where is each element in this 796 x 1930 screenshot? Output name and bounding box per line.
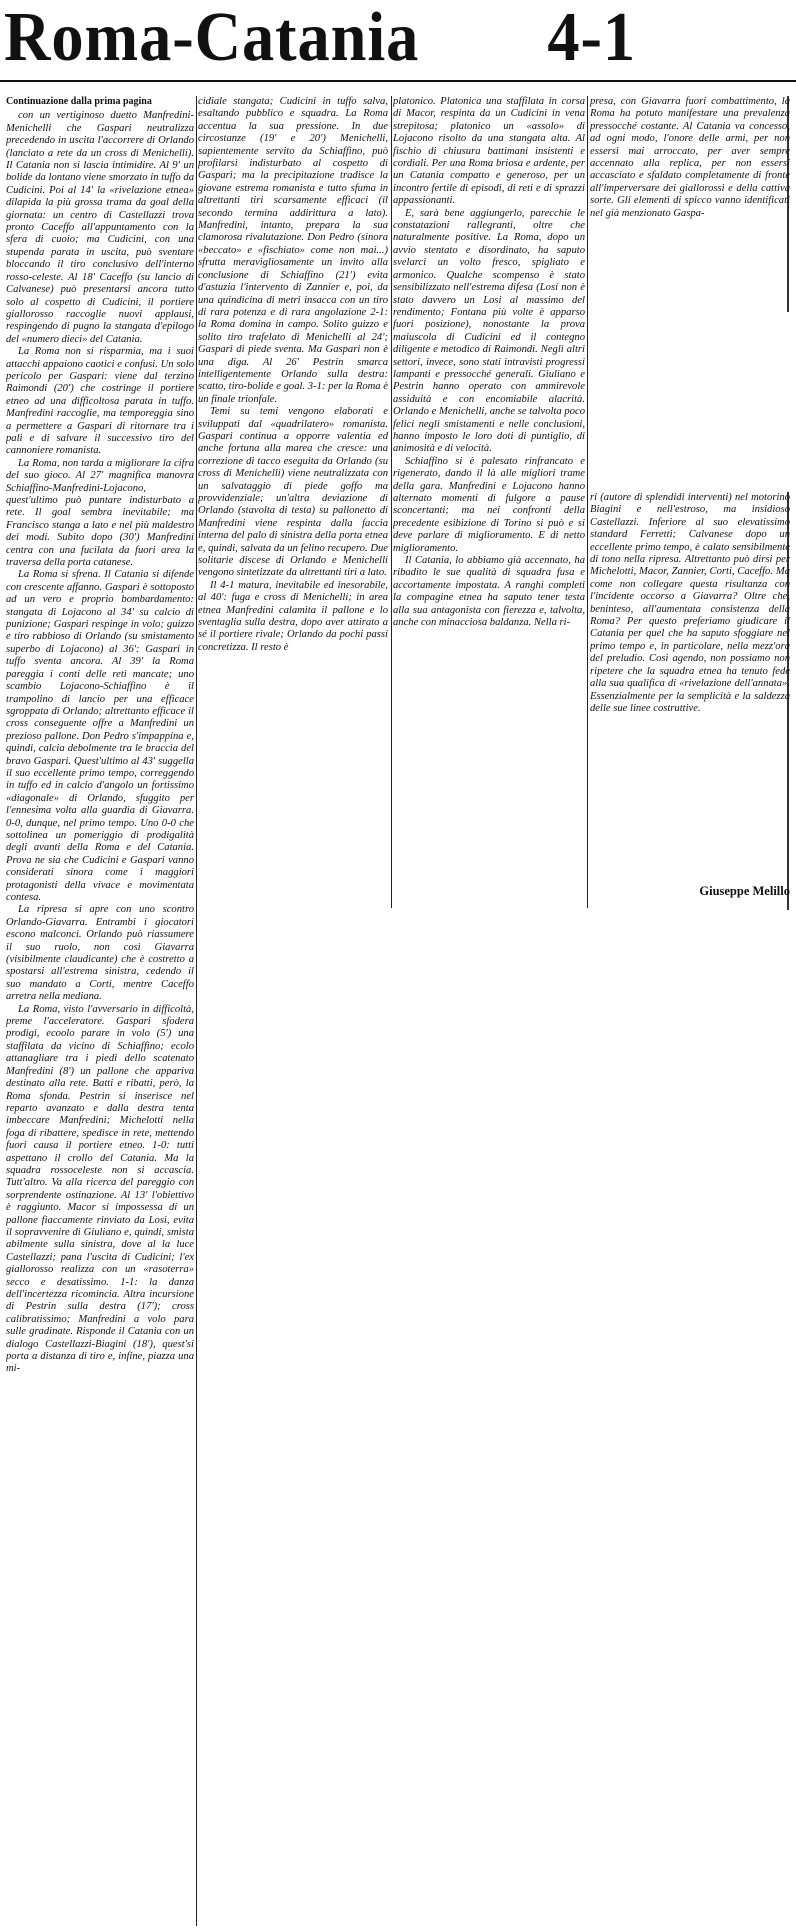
column-divider [391, 96, 392, 908]
paragraph: Schiaffino si è palesato rinfrancato e rigenerato, dando il là alle migliori trame della gara. Manfredini e Lojacono hanno alternato momenti di fulgore a pause sconcertanti; ma nei confronti della precedente esibizione di Torino si può e si deve parlare di miglioramento. E di netto miglioramento. [393, 455, 585, 554]
headline-title: Roma-Catania [4, 0, 420, 76]
column-divider [196, 96, 197, 1926]
paragraph: La ripresa si apre con uno scontro Orlando-Giavarra. Entrambi i giocatori escono malconci. Orlando può riassumere il suo ruolo, non così Giavarra (visibilmente claudicante) che è costretto a spostarsi all'estrema sinistra, cedendo il suo mandato a Corti, mentre Caceffo arretra nella mediana. [6, 904, 194, 1003]
paragraph: presa, con Giavarra fuori combattimento, la Roma ha potuto manifestare una prevalenza pressocché costante. Al Catania va concesso, ad ogni modo, l'onore delle armi, per non essersi mai arroccato, per aver sempre accennato alla replica, per non essersi accasciato e sfaldato completamente di fronte all'imperversare dei giallorossi e della cattiva sorte. Gli elementi di spicco vanno identificati nel già menzionato Gaspa- [590, 96, 790, 219]
column-divider [587, 96, 588, 908]
paragraph: La Roma, non tarda a migliorare la cifra del suo gioco. Al 27' magnifica manovra Schiaffino-Manfredini-Lojacono, quest'ultimo può puntare indisturbato a rete. Il goal sembra inevitabile; ma Francisco stanga a lato e nel più maldestro dei modi. Subito dopo (30') Manfredini centra con una fucilata da fuori area la traversa della porta catanese. [6, 457, 194, 569]
paragraph: Temi su temi vengono elaborati e sviluppati dal «quadrilatero» romanista. Gaspari continua a opporre valentia ed anche fortuna alla marea che cresce: una correzione di tacco eseguita da Orlando (su cross di Menichelli) viene neutralizzata con un salvataggio di piede goffo ma provvidenziale; un'altra deviazione di Orlando (stavolta di testa) su pallonetto di Manfredini viene respinta dalla faccia interna del palo di sinistra della porta etnea e, quindi, salvata da un felino recupero. Due solitarie discese di Orlando e Menichelli vengono sintetizzate da altrettanti tiri a lato. [198, 406, 388, 579]
article-column-2 [198, 96, 388, 906]
paragraph: Il 4-1 matura, inevitabile ed inesorabile, al 40': fuga e cross di Menichelli; in area etnea Manfredini calamita il pallone e lo sventaglia sulla destra, dopo aver attirato a sé il portiere rivale; Orlando da pochi passi concretizza. Il resto è [198, 579, 388, 653]
article-column-5 [590, 492, 790, 882]
paragraph: ri (autore di splendidi interventi) nel motorino Biagini e nell'estroso, ma insidioso Castellazzi. Inferiore al suo elevatissimo standard Ferretti; Calvanese dopo un eccellente primo tempo, è calato sensibilmente di tono nella ripresa. Altrettanto può dirsi per Michelotti, Macor, Zannier, Corti, Caceffo. Ma come non collegare questa risultanza con l'incidente occorso a Giavarra? Oltre che, beninteso, all'aumentata consistenza della Roma? Per questo preferiamo giudicare il Catania per quel che ha saputo sfoggiare nel primo tempo e, in particolare, nella mezz'ora del preludio. Così agendo, non possiamo non ripetere che la squadra etnea ha tenuto fede alla sua qualifica di «rivelazione dell'annata». Essenzialmente per la semplicità e la saldezza delle sue linee costruttive. [590, 492, 790, 714]
article-column-4 [590, 96, 790, 314]
paragraph: con un vertiginoso duetto Manfredini-Menichelli che Gaspari neutralizza precedendo in uscita l'accorrere di Orlando (lanciato a rete da un cross di Menichelli). Il Catania non si lascia intimidire. Al 9' un bolide da lontano viene smorzato in tuffo da Cudicini. Poi al 14' la «rivelazione etnea» dilapida la più grossa trama da goal della giornata: un centro di Castellazzi trova pronto Caceffo all'appuntamento con la sfera di cuoio; ma Cudicini, con una stupenda parata in uscita, può sventare bloccando il tiro conclusivo dell'interno rosso-celeste. Al 18' Caceffo (su lancio di Calvanese) può presentarsi ancora tutto solo al cospetto di Cudicini, il portiere giallorosso raccoglie nuovi applausi, respingendo di pugno la stangata d'epilogo del «numero dieci» del Catania. [6, 110, 194, 345]
author-signature: Giuseppe Melillo [699, 884, 790, 898]
article-column-1 [6, 96, 194, 1928]
paragraph: E, sarà bene aggiungerlo, parecchie le constatazioni rallegranti, oltre che naturalmente positive. La Roma, dopo un avvio stentato e disordinato, ha saputo svelarci un volto fresco, spigliato e armonico. Qualche scompenso è stato sensibilizzato nell'estrema difesa (Losi non è stato davvero un Losi al massimo del rendimento; Fontana più volte è apparso fuori posizione), nonostante la prova maiuscola di Cudicini ed il contegno diligente e metodico di Raimondi. Negli altri settori, invece, sono stati intravisti progressi lampanti e pressocché generali. Giuliano e Pestrin hanno operato con ammirevole assiduità e con encomiabile alacrità. Orlando e Menichelli, anche se talvolta poco felici negli smistamenti e nelle conclusioni, hanno imposto le loro doti di puntiglio, di animosità e di velocità. [393, 207, 585, 455]
headline-score: 4-1 [547, 0, 637, 76]
article-column-3 [393, 96, 585, 906]
paragraph: Il Catania, lo abbiamo già accennato, ha ribadito le sue qualità di squadra fusa e accortamente impostata. A ranghi completi la compagine etnea ha saputo tener testa alla sua antagonista con fierezza e, talvolta, anche con minacciosa baldanza. Nella ri- [393, 555, 585, 629]
continuation-label: Continuazione dalla prima pagina [6, 96, 152, 107]
paragraph: La Roma si sfrena. Il Catania si difende con crescente affanno. Gaspari è sottoposto ad un vero e proprio bombardamento: stangata di Lojacono al 34' su calcio di punizione; Gaspari respinge in volo; guizzo e tiro rabbioso di Orlando (su smistamento superbo di Lojacono) al 36': Gaspari in tuffo sventa ancora. Al 39' la Roma pareggia i conti delle reti mancate; uno scambio Lojacono-Schiaffino è il trampolino di lancio per una efficace sgroppata di Orlando; altrettanto efficace il cross conseguente offre a Manfredini un prezioso pallone. Don Pedro s'impappina e, quindi, calcia debolmente tra le braccia del bravo Gaspari. Quest'ultimo al 43' suggella il suo eccellente primo tempo, correggendo in tuffo ed in calcio d'angolo un fortissimo «diagonale» di Orlando, sfuggito per l'ennesima volta alla guardia di Giavarra. 0-0, dunque, nel primo tempo. Uno 0-0 che sottolinea un pomeriggio di prodigalità degli avanti della Roma e del Catania. Prova ne sia che Cudicini e Gaspari vanno considerati sinora come i maggiori protagonisti della vivace e movimentata contesa. [6, 569, 194, 903]
paragraph: cidiale stangata; Cudicini in tuffo salva, esaltando pubblico e squadra. La Roma accentua la sua pressione. In due circostanze (19' e 20') Menichelli, sapientemente servito da Schiaffino, può profilarsi indisturbato al cospetto di Gaspari; ma la precipitazione tradisce la giovane estrema romanista e tutto sfuma in altrettanti tiri scarsamente efficaci (il secondo termina addirittura a lato). Manfredini, intanto, prepara la sua clamorosa rivalutazione. Don Pedro (sinora «beccato» e «fischiato» come non mai...) sfrutta meravigliosamente un invito alla conclusione di Schiaffino (21') evita d'astuzia l'intervento di Zannier e, poi, da una quindicina di metri insacca con un tiro di rara potenza e di rara angolazione 2-1: la Roma domina in campo. Solito guizzo e solito tiro trafelato di Menichelli al 24'; Gaspari di piede sventa. Ma Gaspari non è una diga. Al 26' Pestrin smarca intelligentemente Orlando sulla destra: scatto, tiro-bolide e goal. 3-1: per la Roma è un finale trionfale. [198, 96, 388, 405]
paragraph: La Roma, visto l'avversario in difficoltà, preme l'acceleratore. Gaspari sfodera prodigi, ecoolo parare in volo (5') una staffilata da vicino di Schiaffino; ecolo attanagliare tra i piedi dello scatenato Manfredini (8') un pallone che appariva destinato alla rete. Batti e ribatti, però, la Roma sfonda. Pestrin si inserisce nel reparto avanzato e dalla destra tenta imbeccare Manfredini; Michelotti nella foga di ribattere, spedisce in rete, mettendo fuori causa il portiere etneo. 1-0: tutti aspettano il crollo del Catania. Ma la squadra rossoceleste non si accascia. Tutt'altro. Va alla ricerca del pareggio con sorprendente ostinazione. Al 13' l'obiettivo è raggiunto. Macor si impossessa di un pallone fiaccamente rinviato da Losi, evita il sopravvenire di Giuliano e, quindi, smista abilmente sulla sinistra, dove al la luce Castellazzi; pana l'uscita di Cudicini; l'ex giallorosso realizza con un «rasoterra» secco e desatissimo. 1-1: la danza dell'incertezza ricomincia. Altra incursione di Pestrin sulla destra (17'); cross calibratissimo; Manfredini a volo para sulle gradinate. Risponde il Catania con un dialogo Castellazzi-Biagini (18'), quest'si porta a distanza di tiro e, infine, piazza una mi- [6, 1003, 194, 1375]
headline-score-wrap [0, 0, 729, 76]
headline-rule [0, 80, 796, 82]
paragraph: platonico. Platonica una staffilata in corsa di Macor, respinta da un Cudicini in vena strepitosa; platonico un «assolo» di Lojacono risolto da una stangata alta. Al fischio di chiusura battimani insistenti e cordiali. Per una Roma briosa e ardente, per un Catania compatto e generoso, per un incontro fertile di episodi, di reti e di sprazzi appassionanti. [393, 96, 585, 207]
paragraph: La Roma non si risparmia, ma i suoi attacchi appaiono caotici e confusi. Un solo pericolo per Gaspari: viene dal terzino Raimondi (20') che costringe il portiere etneo ad una difficoltosa parata in tuffo. Manfredini raccoglie, ma temporeggia sino a permettere a Gaspari di ritornare tra i pali e di salvare il successivo tiro del cannoniere romanista. [6, 346, 194, 457]
